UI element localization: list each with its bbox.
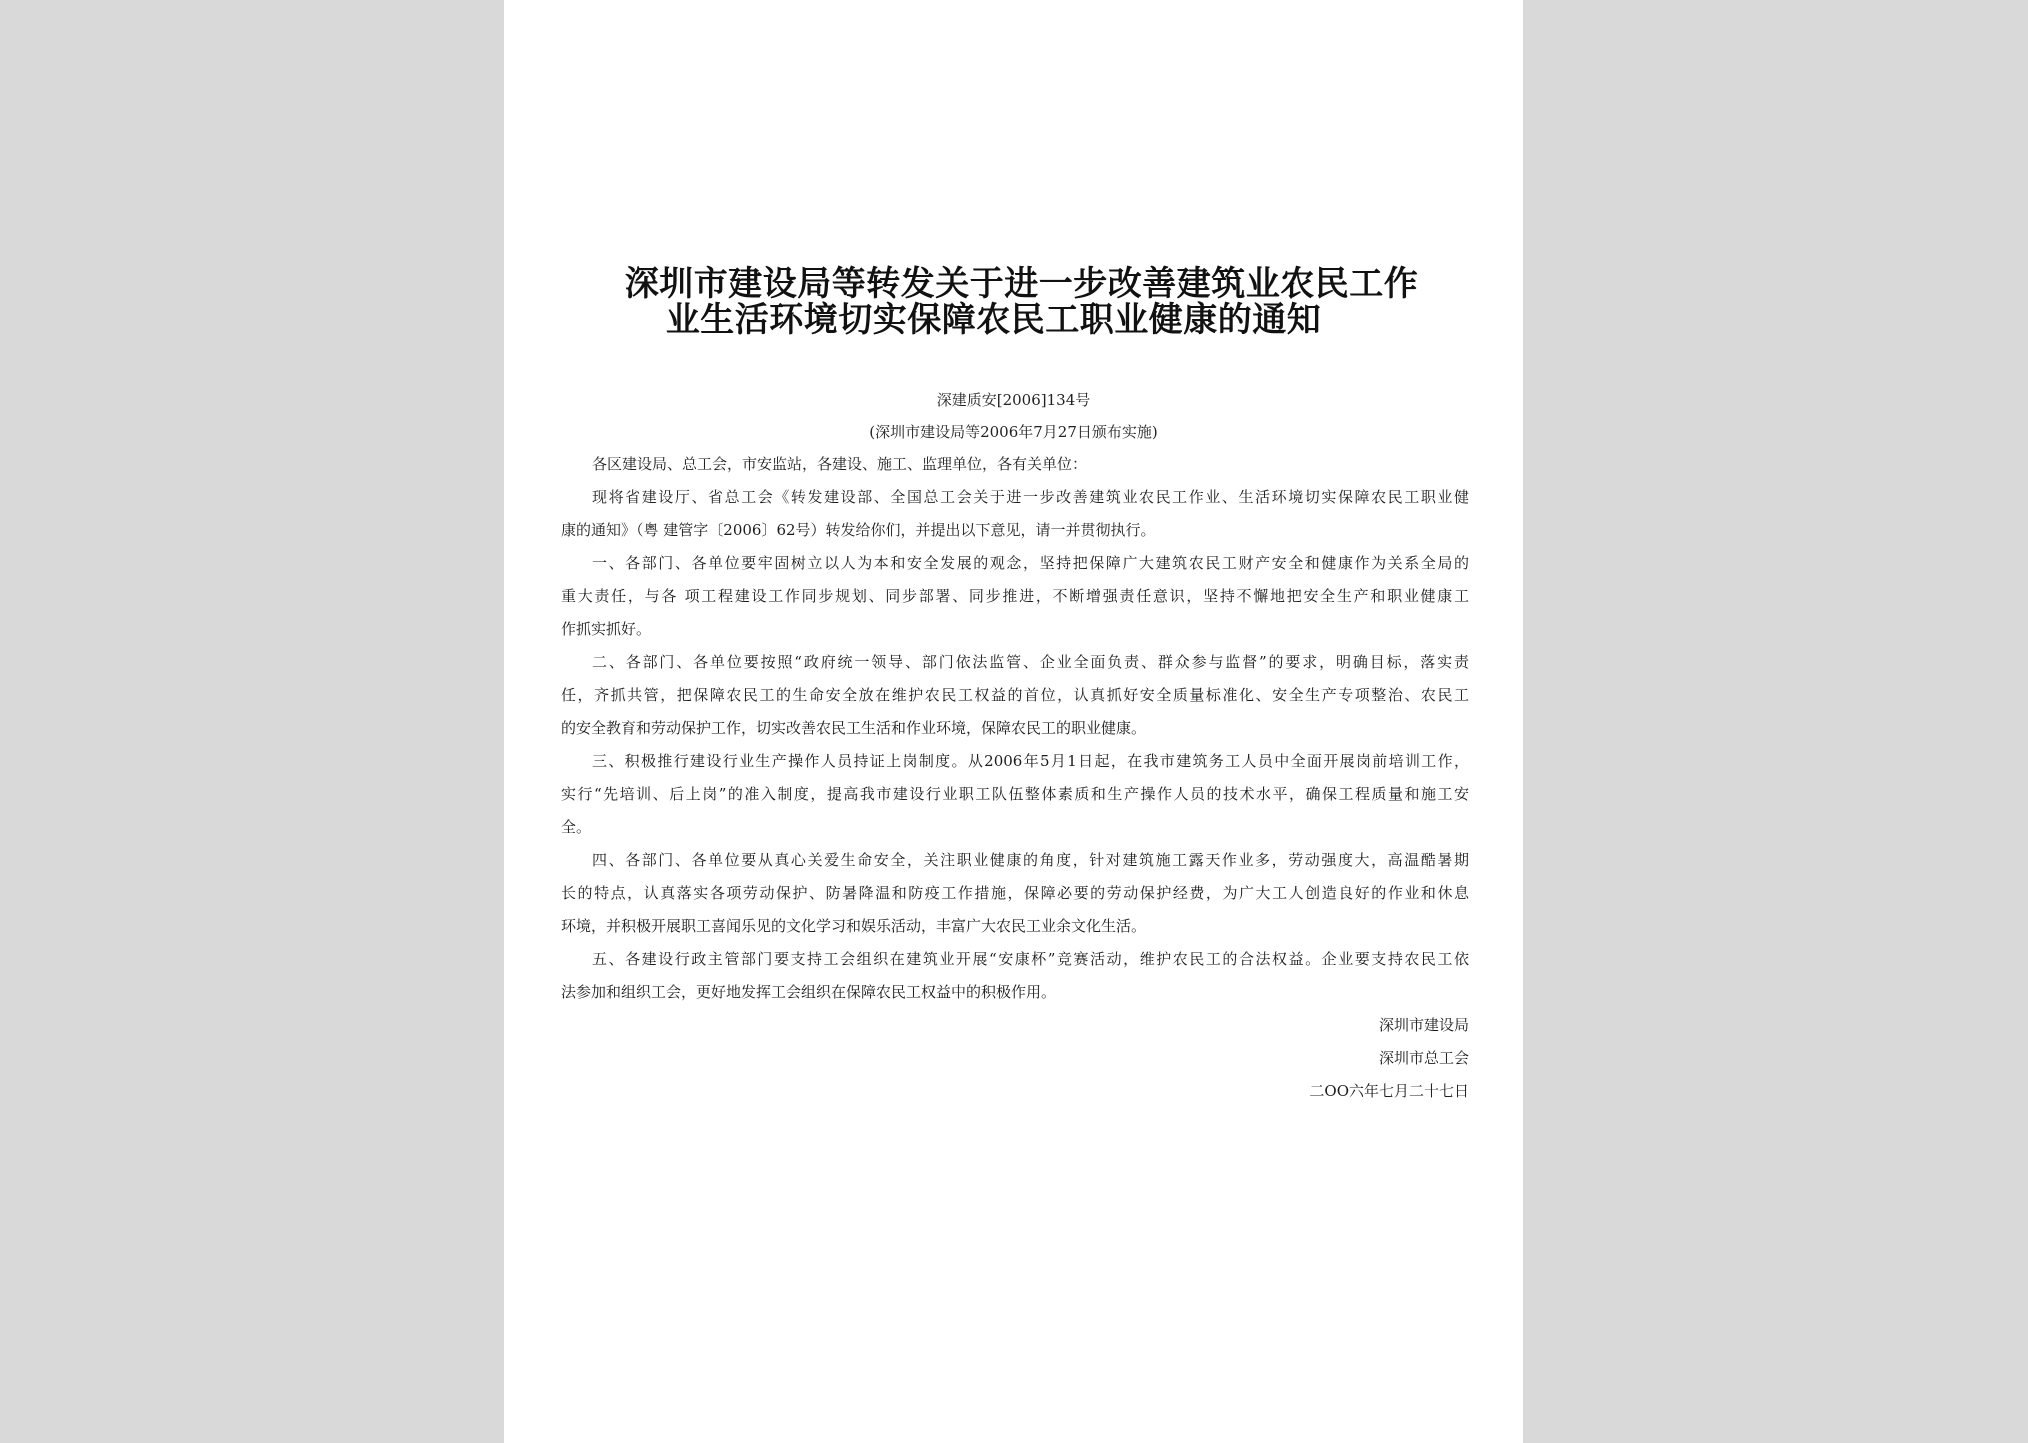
document-title-line-2: 业生活环境切实保障农民工职业健康的通知 (665, 300, 1322, 340)
item-5-line: 法参加和组织工会，更好地发挥工会组织在保障农民工权益中的积极作用。 (561, 983, 1057, 1001)
item-5-line: 五、各建设行政主管部门要支持工会组织在建筑业开展“安康杯”竞赛活动，维护农民工的合法权益。企业要支持农民工依 (592, 950, 1469, 968)
document-date: 二OO六年七月二十七日 (1309, 1082, 1469, 1100)
item-4-line: 四、各部门、各单位要从真心关爱生命安全，关注职业健康的角度，针对建筑施工露天作业多，劳动强度大，高温酷暑期 (592, 851, 1469, 869)
signatory-trade-union: 深圳市总工会 (1378, 1049, 1469, 1067)
item-3-line: 三、积极推行建设行业生产操作人员持证上岗制度。从2006年5月1日起，在我市建筑务工人员中全面开展岗前培训工作， (592, 752, 1469, 770)
item-4-line: 环境，并积极开展职工喜闻乐见的文化学习和娱乐活动，丰富广大农民工业余文化生活。 (561, 917, 1147, 935)
intro-line: 现将省建设厅、省总工会《转发建设部、全国总工会关于进一步改善建筑业农民工作业、生活环境切实保障农民工职业健 (592, 488, 1469, 506)
item-3-line: 实行“先培训、后上岗”的准入制度，提高我市建设行业职工队伍整体素质和生产操作人员的技术水平，确保工程质量和施工安 (561, 785, 1469, 803)
issued-note: (深圳市建设局等2006年7月27日颁布实施) (869, 423, 1158, 441)
document-page (504, 0, 1523, 1443)
item-2-line: 任，齐抓共管，把保障农民工的生命安全放在维护农民工权益的首位，认真抓好安全质量标准化、安全生产专项整治、农民工 (561, 686, 1469, 704)
item-3-line: 全。 (561, 818, 592, 836)
intro-line: 康的通知》（粤 建管字〔2006〕62号）转发给你们，并提出以下意见，请一并贯彻执行。 (561, 521, 1156, 539)
signatory-construction-bureau: 深圳市建设局 (1378, 1016, 1469, 1034)
document-title-line-1: 深圳市建设局等转发关于进一步改善建筑业农民工作 (624, 264, 1419, 304)
item-1-line: 重大责任，与各 项工程建设工作同步规划、同步部署、同步推进，不断增强责任意识，坚持不懈地把安全生产和职业健康工 (561, 587, 1469, 605)
document-number: 深建质安[2006]134号 (936, 391, 1091, 409)
item-4-line: 长的特点，认真落实各项劳动保护、防暑降温和防疫工作措施，保障必要的劳动保护经费，为广大工人创造良好的作业和休息 (561, 884, 1469, 902)
item-2-line: 二、各部门、各单位要按照“政府统一领导、部门依法监管、企业全面负责、群众参与监督”的要求，明确目标，落实责 (592, 653, 1469, 671)
item-1-line: 作抓实抓好。 (561, 620, 652, 638)
item-2-line: 的安全教育和劳动保护工作，切实改善农民工生活和作业环境，保障农民工的职业健康。 (561, 719, 1147, 737)
addressee: 各区建设局、总工会，市安监站，各建设、施工、监理单位，各有关单位： (592, 455, 1088, 473)
item-1-line: 一、各部门、各单位要牢固树立以人为本和安全发展的观念，坚持把保障广大建筑农民工财产安全和健康作为关系全局的 (592, 554, 1469, 572)
